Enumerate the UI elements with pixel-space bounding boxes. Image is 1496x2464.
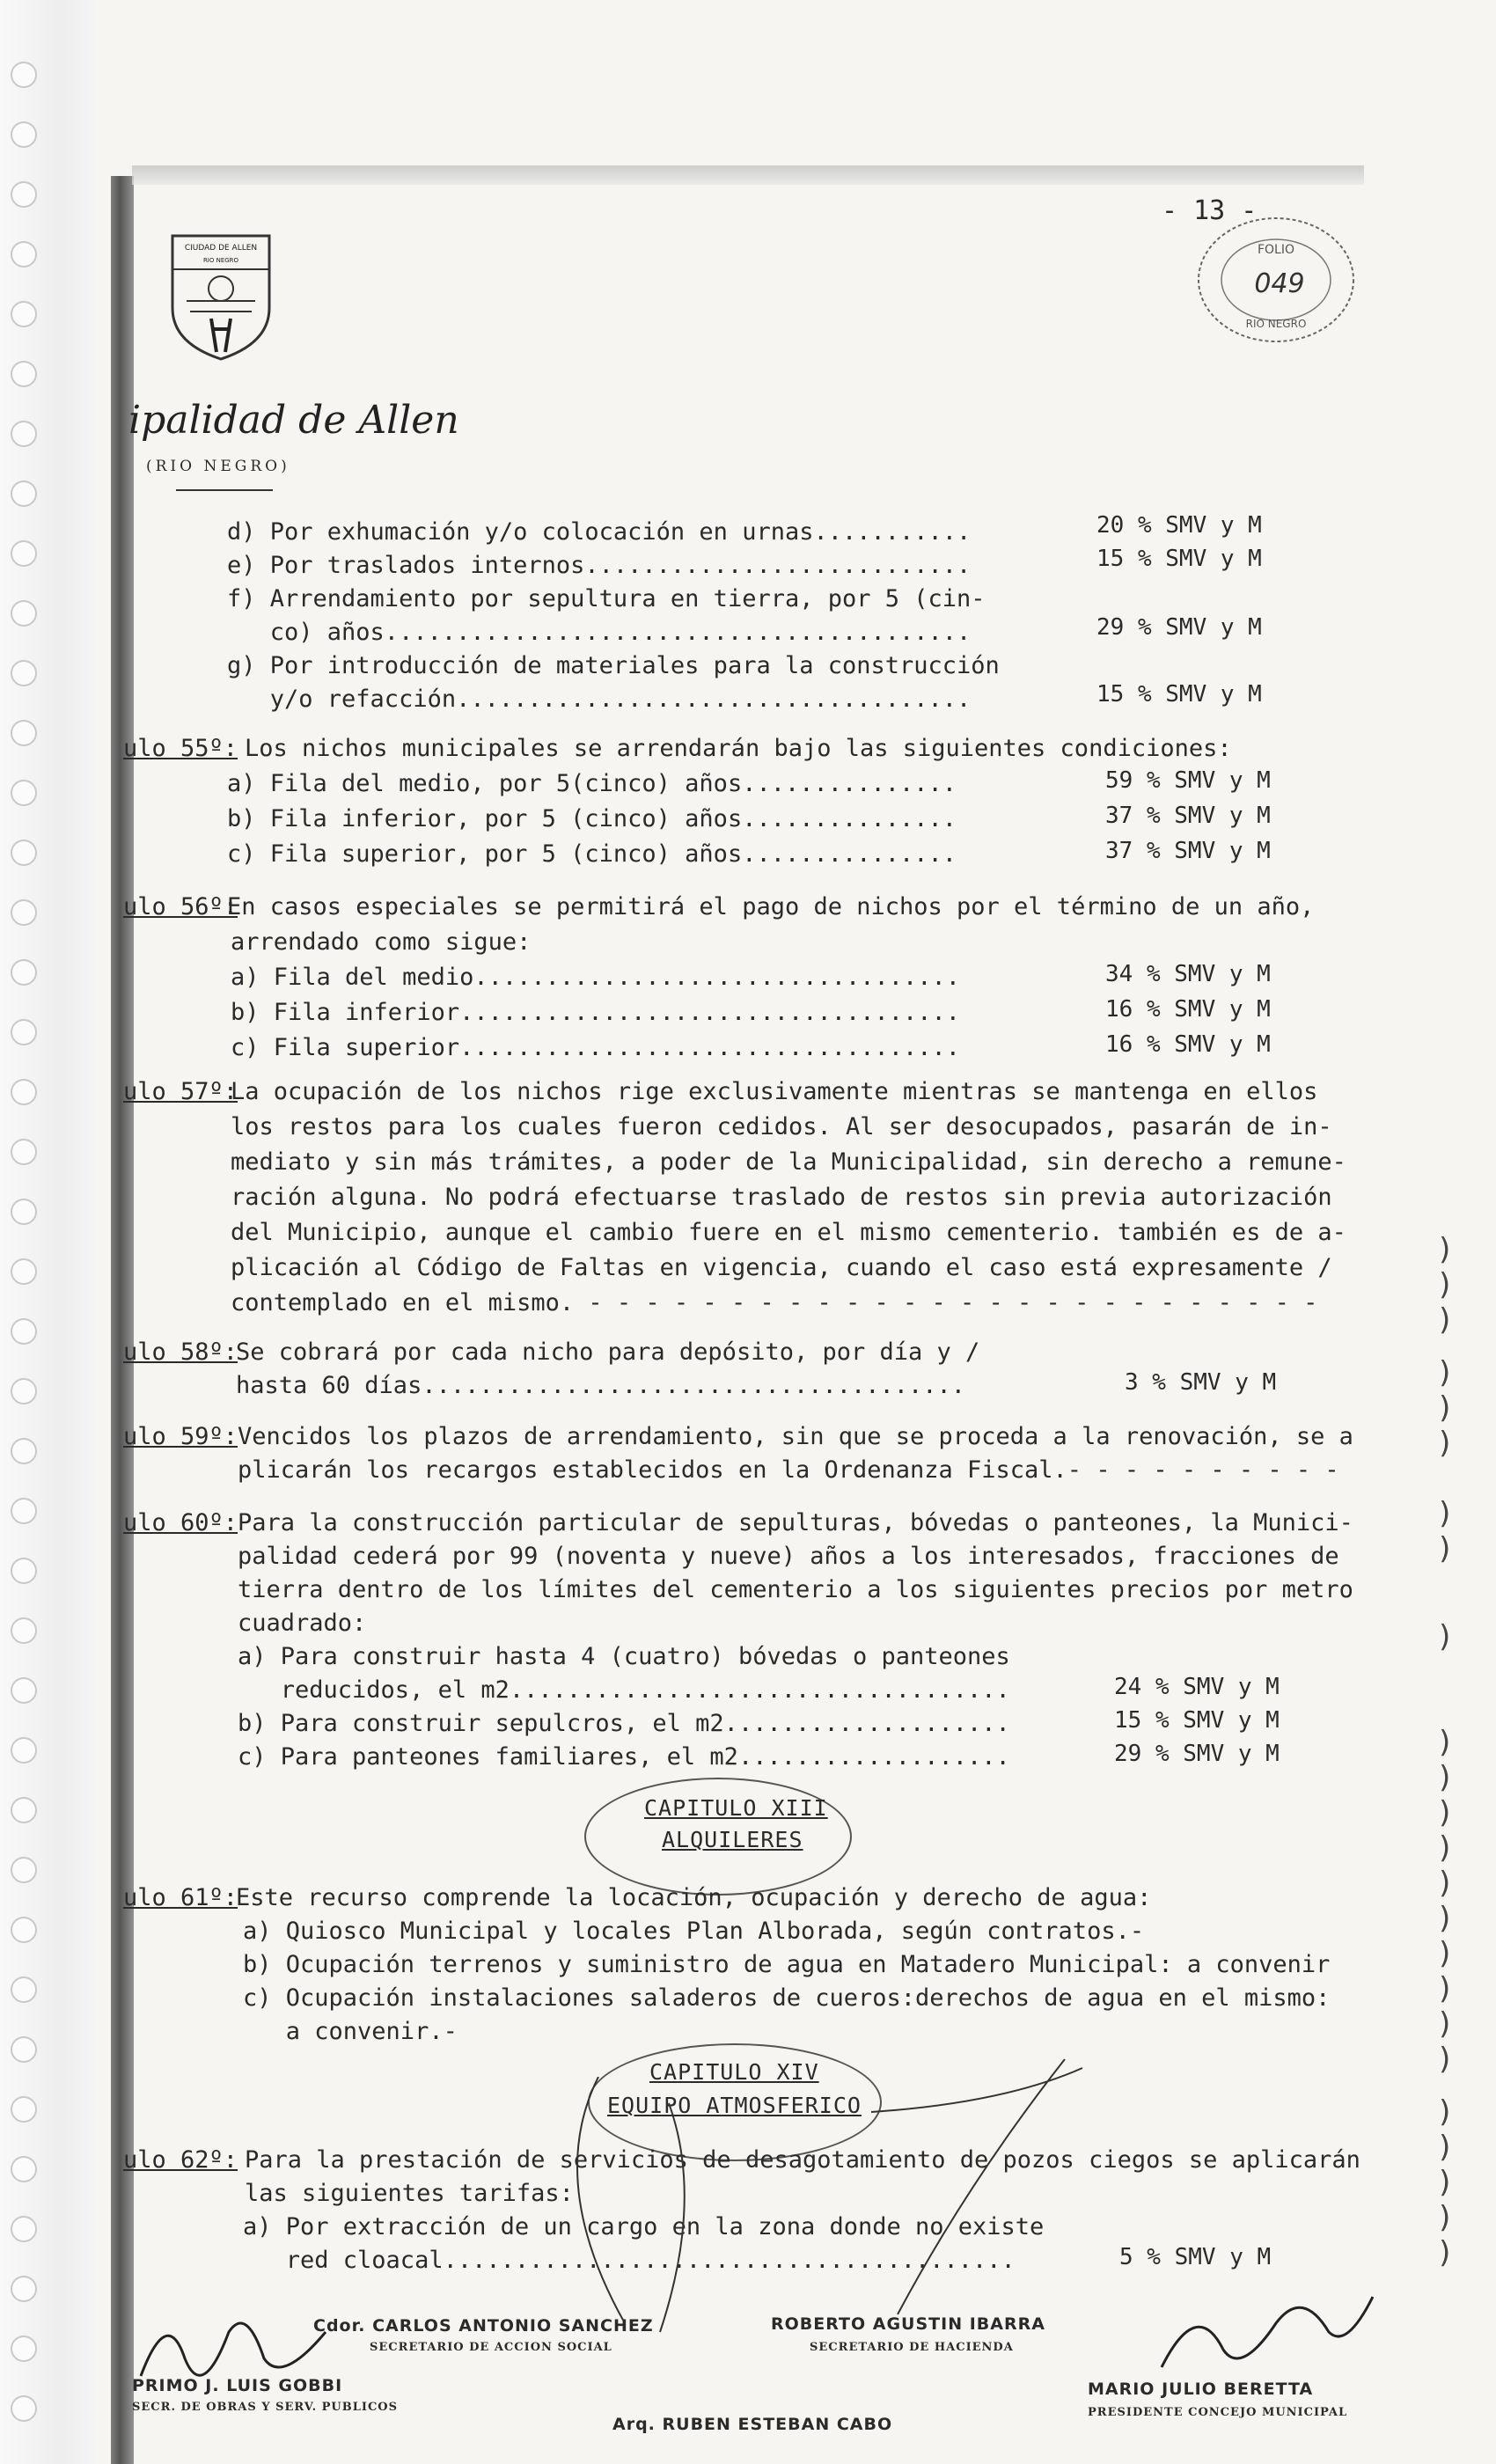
punch-hole <box>11 1139 37 1165</box>
art57-line-7: contemplado en el mismo. - - - - - - - - - - - - - - - - - - - - - - - - - - <box>231 1289 1318 1316</box>
art57-line-5: del Municipio, aunque el cambio fuere en el mismo cementerio. también es de a- <box>231 1219 1346 1246</box>
signature-title-ibarra: SECRETARIO DE HACIENDA <box>810 2341 1014 2354</box>
art60-item-a-rate: 24 % SMV y M <box>1114 1674 1280 1700</box>
copy-scuff <box>132 165 1364 185</box>
copy-shadow-bar <box>111 176 134 2464</box>
handwritten-stroke-icon <box>563 2077 880 2341</box>
punch-hole <box>11 780 37 806</box>
punch-hole <box>11 1857 37 1883</box>
brace-mark: ) <box>1436 2130 1455 2165</box>
art58-line-2: hasta 60 días...................................... <box>236 1372 966 1399</box>
signature-title-gobbi: SECR. DE OBRAS Y SERV. PUBLICOS <box>132 2401 399 2414</box>
brace-mark: ) <box>1436 1760 1455 1795</box>
punch-hole <box>11 959 37 986</box>
art59-line-2: plicarán los recargos establecidos en la Ordenanza Fiscal.- - - - - - - - - - <box>238 1456 1339 1484</box>
signature-title-sanchez: SECRETARIO DE ACCION SOCIAL <box>370 2341 612 2354</box>
brace-mark: ) <box>1436 1795 1455 1830</box>
art55-item-c: c) Fila superior, por 5 (cinco) años............... <box>227 840 957 868</box>
punch-hole <box>11 840 37 866</box>
art62-item-a-cont: red cloacal........................................ <box>243 2247 1016 2274</box>
punch-hole <box>11 1558 37 1584</box>
punch-hole <box>11 1079 37 1105</box>
art57-line-6: plicación al Código de Faltas en vigencia, cuando el caso está expresamente / <box>231 1254 1332 1281</box>
art56-item-c-rate: 16 % SMV y M <box>1105 1031 1271 1058</box>
punch-hole <box>11 2395 37 2422</box>
art57-line-1: La ocupación de los nichos rige exclusivamente mientras se mantenga en ellos <box>231 1078 1318 1105</box>
art61-item-c: c) Ocupación instalaciones saladeros de cueros:derechos de agua en el mismo: <box>243 1984 1331 2012</box>
stamp-top-text: FOLIO <box>1257 243 1295 257</box>
punch-hole <box>11 660 37 686</box>
punch-hole <box>11 1019 37 1045</box>
brace-mark: ) <box>1436 1866 1455 1901</box>
signature-name-cabo: Arq. RUBEN ESTEBAN CABO <box>612 2415 893 2434</box>
punch-hole <box>11 1199 37 1225</box>
item-f-rate: 29 % SMV y M <box>1096 614 1262 641</box>
brace-mark: ) <box>1436 2006 1455 2042</box>
brace-mark: ) <box>1436 1496 1455 1531</box>
art58-rate: 3 % SMV y M <box>1125 1369 1277 1396</box>
brace-mark: ) <box>1436 1971 1455 2006</box>
art61-label: ulo 61º: <box>123 1884 238 1911</box>
stamp-bottom-text: RIO NEGRO <box>1245 318 1307 330</box>
letterhead-rule <box>176 489 273 491</box>
city-crest-icon <box>169 231 273 363</box>
art62-label: ulo 62º: <box>123 2146 238 2174</box>
art59-line-1: Vencidos los plazos de arrendamiento, sin que se proceda a la renovación, se a <box>238 1423 1353 1450</box>
art55-text: Los nichos municipales se arrendarán bajo las siguientes condiciones: <box>245 735 1232 762</box>
item-g-rate: 15 % SMV y M <box>1096 681 1262 708</box>
punch-hole <box>11 241 37 268</box>
signature-name-gobbi: PRIMO J. LUIS GOBBI <box>132 2376 343 2395</box>
punch-hole <box>11 1318 37 1345</box>
item-g: g) Por introducción de materiales para la construcción <box>227 652 1000 679</box>
art55-label: ulo 55º: <box>123 735 238 762</box>
punch-hole <box>11 600 37 627</box>
brace-mark: ) <box>1436 1390 1455 1426</box>
art60-item-b: b) Para construir sepulcros, el m2.................... <box>238 1710 1010 1737</box>
signature-scrawl-icon <box>1153 2279 1382 2385</box>
punch-hole <box>11 421 37 447</box>
brace-mark: ) <box>1436 1426 1455 1461</box>
punch-hole <box>11 181 37 208</box>
punch-hole <box>11 2216 37 2242</box>
signature-name-beretta: MARIO JULIO BERETTA <box>1088 2380 1314 2399</box>
art60-item-a-cont: reducidos, el m2................................... <box>238 1676 1010 1704</box>
punch-hole <box>11 1677 37 1704</box>
art55-item-b-rate: 37 % SMV y M <box>1105 803 1271 829</box>
item-f: f) Arrendamiento por sepultura en tierra, por 5 (cin- <box>227 585 986 612</box>
art60-line-2: palidad cederá por 99 (noventa y nueve) años a los interesados, fracciones de <box>238 1543 1339 1570</box>
art56-line-1: En casos especiales se permitirá el pago de nichos por el término de un año, <box>227 893 1315 920</box>
art56-item-c: c) Fila superior................................... <box>231 1034 961 1061</box>
punch-hole <box>11 1617 37 1644</box>
art60-item-c-rate: 29 % SMV y M <box>1114 1741 1280 1767</box>
art62-line-2: las siguientes tarifas: <box>245 2180 574 2207</box>
item-g-cont: y/o refacción.................................... <box>227 686 972 713</box>
punch-hole <box>11 899 37 926</box>
art61-text: Este recurso comprende la locación, ocupación y derecho de agua: <box>236 1884 1152 1911</box>
art56-label: ulo 56º: <box>123 893 238 920</box>
punch-hole <box>11 2096 37 2123</box>
art60-line-4: cuadrado: <box>238 1610 367 1637</box>
item-f-cont: co) años......................................... <box>227 619 972 646</box>
brace-mark: ) <box>1436 2094 1455 2130</box>
brace-mark: ) <box>1436 1830 1455 1866</box>
punch-hole <box>11 1797 37 1823</box>
punch-hole <box>11 1258 37 1285</box>
punch-hole <box>11 2156 37 2182</box>
art57-line-4: ración alguna. No podrá efectuarse traslado de restos sin previa autorización <box>231 1184 1332 1211</box>
brace-mark: ) <box>1436 1302 1455 1338</box>
brace-mark: ) <box>1436 1936 1455 1971</box>
punch-hole <box>11 121 37 148</box>
art61-item-c-cont: a convenir.- <box>243 2018 458 2045</box>
art58-line-1: Se cobrará por cada nicho para depósito, por día y / <box>236 1338 980 1366</box>
art59-label: ulo 59º: <box>123 1423 238 1450</box>
punch-hole <box>11 2036 37 2063</box>
brace-mark: ) <box>1436 1267 1455 1302</box>
item-e-rate: 15 % SMV y M <box>1096 546 1262 572</box>
brace-mark: ) <box>1436 1725 1455 1760</box>
punch-hole <box>11 1438 37 1464</box>
item-e: e) Por traslados internos........................... <box>227 552 972 579</box>
brace-mark: ) <box>1436 2042 1455 2077</box>
item-d: d) Por exhumación y/o colocación en urnas........... <box>227 518 972 546</box>
art56-line-2: arrendado como sigue: <box>231 928 532 956</box>
art56-item-a: a) Fila del medio.................................. <box>231 964 961 991</box>
page-number: - 13 - <box>1162 195 1258 226</box>
art57-line-3: mediato y sin más trámites, a poder de la Municipalidad, sin derecho a remune- <box>231 1148 1346 1176</box>
chapter14-title: EQUIPO ATMOSFERICO <box>607 2093 862 2118</box>
punch-hole <box>11 2276 37 2302</box>
stamp-number: 049 <box>1254 268 1305 299</box>
art55-item-a-rate: 59 % SMV y M <box>1105 767 1271 794</box>
art62-item-a-rate: 5 % SMV y M <box>1119 2244 1272 2270</box>
brace-mark: ) <box>1436 2165 1455 2200</box>
crest-sub: RIO NEGRO <box>202 257 239 264</box>
punch-hole <box>11 361 37 387</box>
item-d-rate: 20 % SMV y M <box>1096 512 1262 539</box>
handwritten-stroke-icon <box>862 2050 1091 2323</box>
punch-hole <box>11 62 37 88</box>
art55-item-b: b) Fila inferior, por 5 (cinco) años............... <box>227 805 957 832</box>
letterhead-title: ipalidad de Allen <box>128 398 459 443</box>
art60-item-a: a) Para construir hasta 4 (cuatro) bóvedas o panteones <box>238 1643 1010 1670</box>
chapter13-number: CAPITULO XIII <box>644 1795 828 1821</box>
crest-text: CIUDAD DE ALLEN <box>184 244 258 253</box>
punch-hole <box>11 1378 37 1404</box>
brace-mark: ) <box>1436 1619 1455 1654</box>
punch-hole <box>11 2336 37 2362</box>
brace-mark: ) <box>1436 1232 1455 1267</box>
signature-title-beretta: PRESIDENTE CONCEJO MUNICIPAL <box>1088 2406 1348 2419</box>
brace-mark: ) <box>1436 1355 1455 1390</box>
folio-stamp-icon <box>1188 209 1364 359</box>
brace-mark: ) <box>1436 2200 1455 2235</box>
art62-item-a: a) Por extracción de un cargo en la zona donde no existe <box>243 2213 1045 2240</box>
art55-item-a: a) Fila del medio, por 5(cinco) años............... <box>227 770 957 797</box>
brace-mark: ) <box>1436 1901 1455 1936</box>
art56-item-b-rate: 16 % SMV y M <box>1105 996 1271 1023</box>
signature-name-sanchez: Cdor. CARLOS ANTONIO SANCHEZ <box>313 2316 654 2336</box>
chapter13-title: ALQUILERES <box>662 1827 803 1852</box>
brace-mark: ) <box>1436 1531 1455 1566</box>
art61-item-b: b) Ocupación terrenos y suministro de agua en Matadero Municipal: a convenir <box>243 1951 1331 1978</box>
art56-item-b: b) Fila inferior................................... <box>231 999 961 1026</box>
art56-item-a-rate: 34 % SMV y M <box>1105 961 1271 987</box>
art61-item-a: a) Quiosco Municipal y locales Plan Alborada, según contratos.- <box>243 1918 1145 1945</box>
art58-label: ulo 58º: <box>123 1338 238 1366</box>
punch-hole <box>11 301 37 327</box>
art60-item-c: c) Para panteones familiares, el m2................... <box>238 1743 1010 1771</box>
art60-line-1: Para la construcción particular de sepulturas, bóvedas o panteones, la Munici- <box>238 1509 1353 1536</box>
punch-hole <box>11 1498 37 1524</box>
punch-hole <box>11 720 37 746</box>
punch-hole <box>11 540 37 567</box>
letterhead-subtitle: (RIO NEGRO) <box>146 458 290 475</box>
chapter14-number: CAPITULO XIV <box>649 2059 819 2085</box>
brace-mark: ) <box>1436 2235 1455 2270</box>
punch-hole <box>11 1976 37 2003</box>
art55-item-c-rate: 37 % SMV y M <box>1105 838 1271 864</box>
art60-line-3: tierra dentro de los límites del cementerio a los siguientes precios por metro <box>238 1576 1353 1603</box>
punch-hole <box>11 1737 37 1764</box>
art62-line-1: Para la prestación de servicios de desagotamiento de pozos ciegos se aplicarán <box>245 2146 1360 2174</box>
signature-name-ibarra: ROBERTO AGUSTIN IBARRA <box>771 2314 1045 2334</box>
art60-item-b-rate: 15 % SMV y M <box>1114 1707 1280 1734</box>
punch-hole <box>11 1917 37 1943</box>
punch-hole <box>11 480 37 507</box>
art57-label: ulo 57º: <box>123 1078 238 1105</box>
art57-line-2: los restos para los cuales fueron cedidos. Al ser desocupados, pasarán de in- <box>231 1113 1332 1140</box>
art60-label: ulo 60º: <box>123 1509 238 1536</box>
